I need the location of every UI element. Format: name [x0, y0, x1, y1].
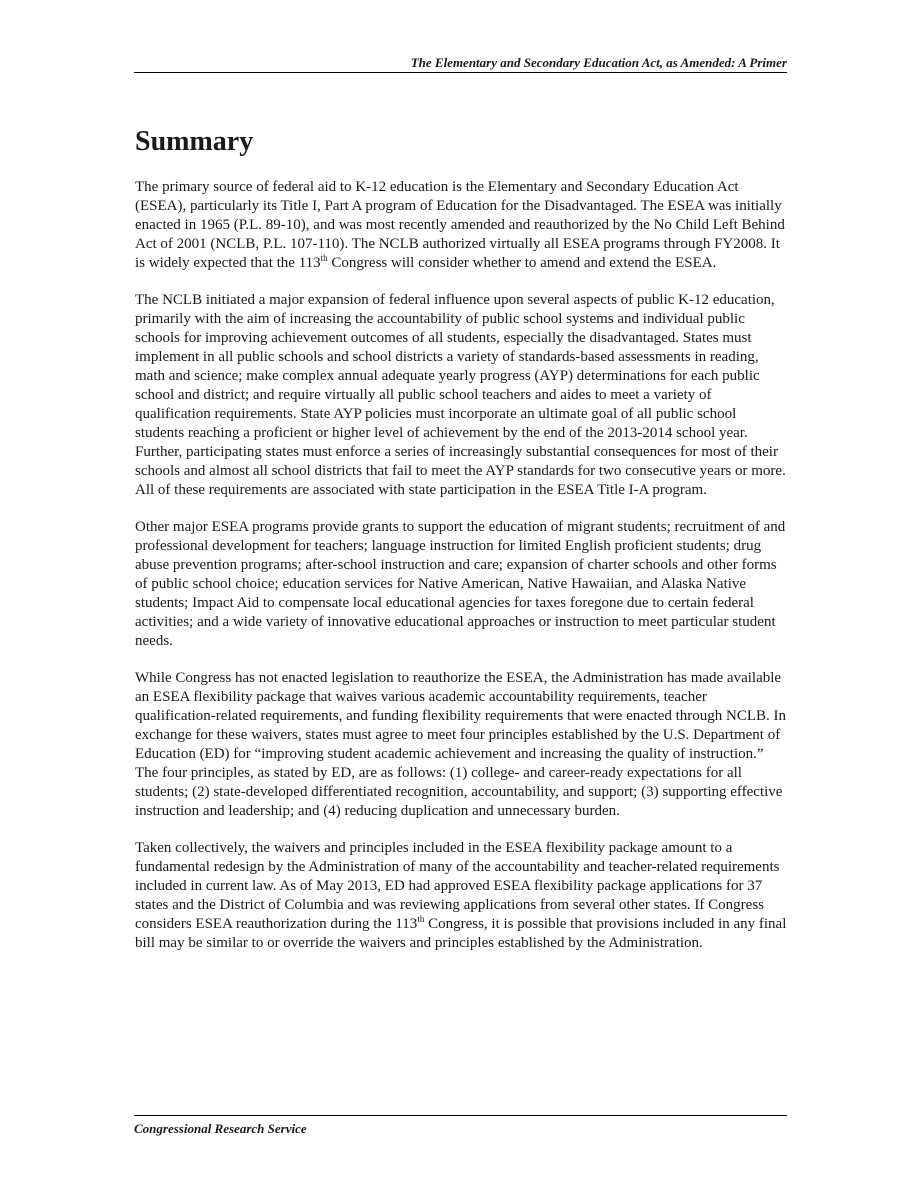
paragraph-5-text-a: Taken collectively, the waivers and principles included in the ESEA flexibility package amount to a fundamental redesign by the Administration of many of the accountability and teacher-related requirements included in current law. As of May 2013, ED had approved ESEA flexibility package applications for 37 states and the District of Columbia and was reviewing applications from several other states. If Congress considers ESEA reauthorization during the 113: [135, 840, 780, 932]
paragraph-5-text-b: Congress, it is possible that provisions included in any final bill may be similar to or override the waivers and principles established by the Administration.: [135, 916, 787, 951]
section-title: Summary: [135, 126, 254, 157]
paragraph-3: Other major ESEA programs provide grants to support the education of migrant students; recruitment of and professional development for teachers; language instruction for limited English proficient students; drug abuse prevention programs; after-school instruction and care; expansion of charter schools and other forms of public school choice; education services for Native American, Native Hawaiian, and Alaska Native students; Impact Aid to compensate local educational agencies for taxes foregone due to certain federal activities; and a wide variety of innovative educational approaches or instruction to meet particular student needs.: [135, 519, 786, 649]
running-header: [134, 56, 787, 73]
ordinal-superscript: th: [320, 253, 328, 263]
paragraph-4: While Congress has not enacted legislation to reauthorize the ESEA, the Administration has made available an ESEA flexibility package that waives various academic accountability requirements, teacher qualification-related requirements, and funding flexibility requirements that were enacted through NCLB. In exchange for these waivers, states must agree to meet four principles established by the U.S. Department of Education (ED) for “improving student academic achievement and increasing the quality of instruction.” The four principles, as stated by ED, are as follows: (1) college- and career-ready expectations for all students; (2) state-developed differentiated recognition, accountability, and support; (3) supporting effective instruction and leadership; and (4) reducing duplication and unnecessary burden.: [135, 670, 787, 819]
paragraph-1: [135, 178, 788, 273]
page-footer: [134, 1115, 787, 1137]
footer-text: Congressional Research Service: [134, 1121, 307, 1136]
paragraph-1-text-b: Congress will consider whether to amend and extend the ESEA.: [327, 255, 717, 271]
ordinal-superscript: th: [417, 914, 425, 924]
paragraph-1-text-a: The primary source of federal aid to K-12 education is the Elementary and Secondary Education Act (ESEA), particularly its Title I, Part A program of Education for the Disadvantaged. The ESEA was initially enacted in 1965 (P.L. 89-10), and was most recently amended and reauthorized by the No Child Left Behind Act of 2001 (NCLB, P.L. 107-110). The NCLB authorized virtually all ESEA programs through FY2008. It is widely expected that the 113: [135, 179, 785, 271]
paragraph-2: The NCLB initiated a major expansion of federal influence upon several aspects of public K-12 education, primarily with the aim of increasing the accountability of public school systems and individual public schools for improving achievement outcomes of all students, especially the disadvantaged. States must implement in all public schools and school districts a variety of standards-based assessments in reading, math and science; make complex annual adequate yearly progress (AYP) determinations for each public school and district; and require virtually all public school teachers and aides to meet a variety of qualification requirements. State AYP policies must incorporate an ultimate goal of all public school students reaching a proficient or higher level of achievement by the end of the 2013-2014 school year. Further, participating states must enforce a series of increasingly substantial consequences for most of their schools and almost all school districts that fail to meet the AYP standards for two consecutive years or more. All of these requirements are associated with state participation in the ESEA Title I-A program.: [135, 292, 786, 498]
paragraph-5: [135, 839, 788, 953]
running-header-title: The Elementary and Secondary Education Act, as Amended: A Primer: [410, 55, 787, 70]
summary-body: [135, 178, 788, 971]
